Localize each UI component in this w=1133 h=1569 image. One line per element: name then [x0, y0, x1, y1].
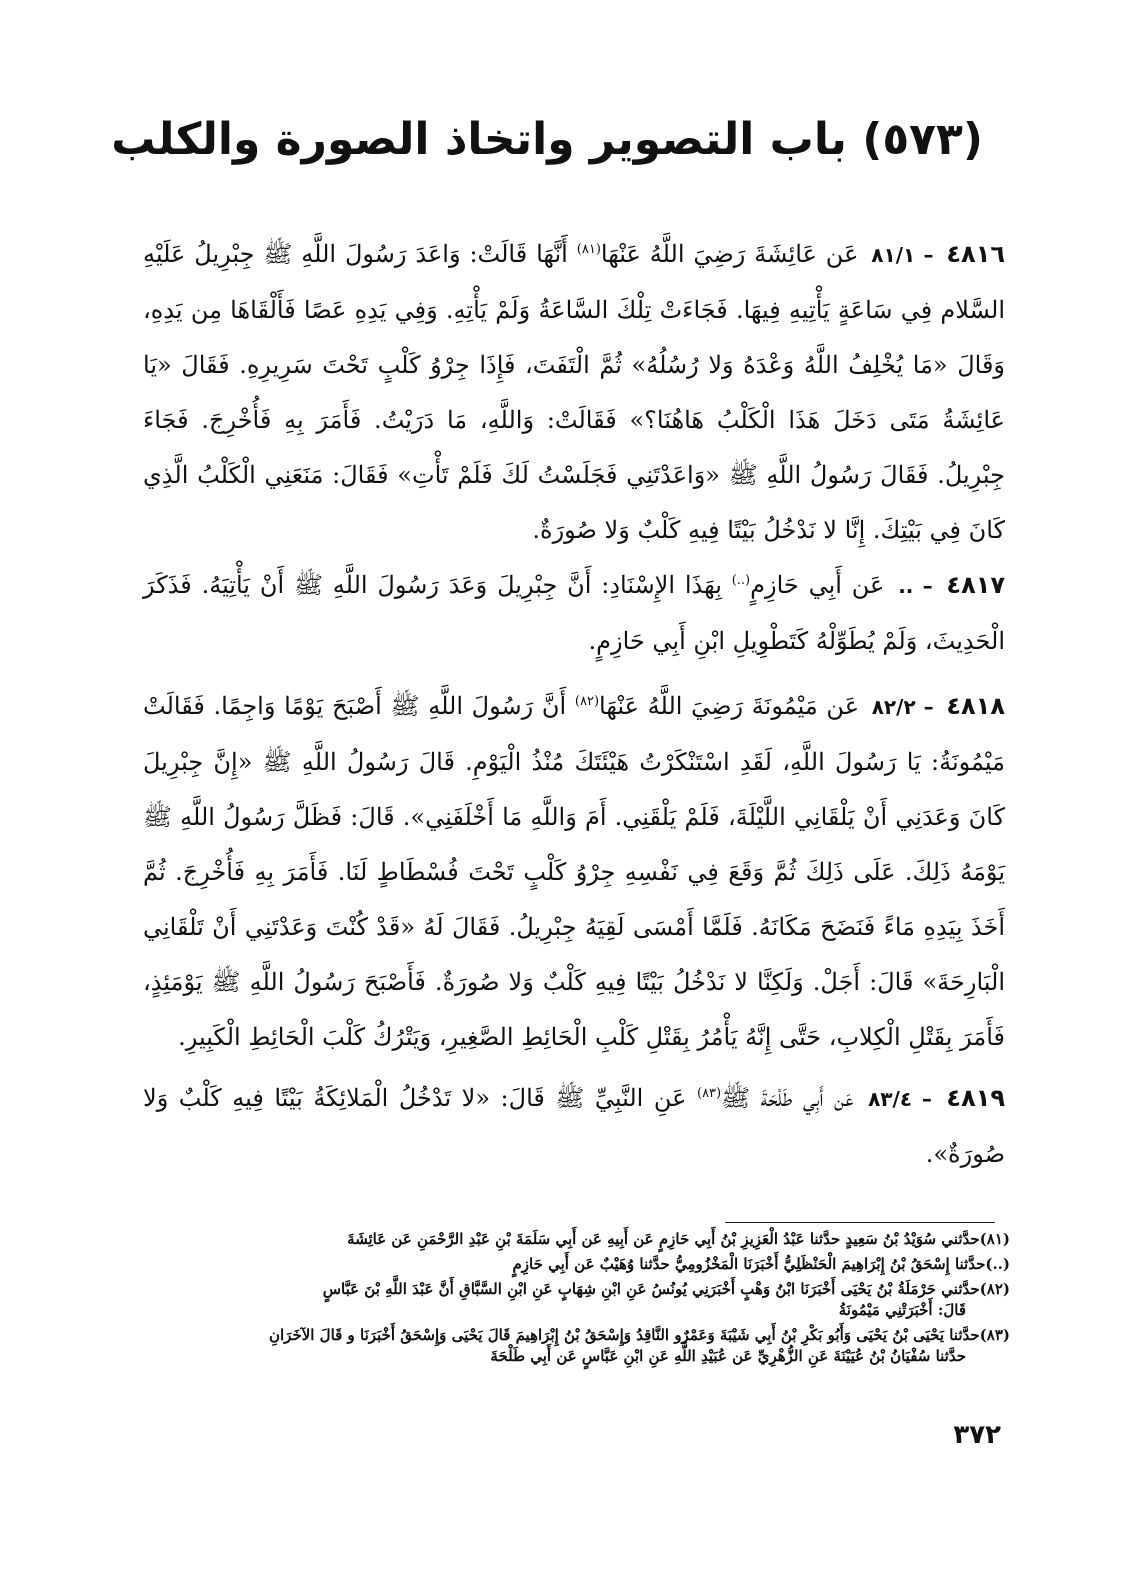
footnote-text: حدَّثنا إِسْحَقُ بْنُ إِبْرَاهِيمَ الْحَنْظَلِيُّ أَخْبَرَنَا الْمَخْزُومِيُّ حدَّثنا وُهَيْبٌ عَن أَبِي حَازِمٍ — [512, 1255, 986, 1273]
hadith-4819 — [143, 1071, 1005, 1182]
footnote-text: حدَّثني حَرْمَلَةُ بْنُ يَحْيَى أَخْبَرَنَا ابْنُ وَهْبٍ أَخْبَرَنِي يُونُسُ عَنِ ابْنِ شِهَابٍ عَنِ ابْنِ السَّبَّاقِ أَنَّ عَبْدَ اللَّهِ بْنَ عَبَّاسٍ — [322, 1280, 980, 1298]
footnote-text: حدَّثني سُوَيْدُ بْنُ سَعِيدٍ حدَّثنا عَبْدُ الْعَزِيزِ بْنُ أَبِي حَازِمٍ عَن أَبِيهِ عَن أَبِي سَلَمَةَ بْنِ عَبْدِ الرَّحْمَنِ عَن عَائِشَةَ — [347, 1230, 980, 1248]
footnote-82 — [125, 1279, 1010, 1321]
hadith-number: ٤٨١٦ — [946, 240, 1005, 268]
hadith-reference: – .. — [898, 574, 933, 598]
hadith-text: بِهَذَا الإِسْنَادِ: أَنَّ جِبْرِيلَ وَعَدَ رَسُولَ اللَّهِ ﷺ أَنْ يَأْتِيَهُ. فَذَكَرَ الْحَدِيثَ، وَلَمْ يُطَوِّلْهُ كَتَطْوِيلِ ابْنِ أَبِي حَازِمٍ. — [143, 571, 1005, 655]
footnote-marker: (..) — [731, 573, 751, 588]
hadith-text: أَنَّهَا قَالَتْ: وَاعَدَ رَسُولَ اللَّهِ ﷺ جِبْرِيلُ عَلَيْهِ السَّلام فِي سَاعَةٍ يَأْتِيهِ فِيهَا. فَجَاءَتْ تِلْكَ السَّاعَةُ وَلَمْ يَأْتِهِ. وَفِي يَدِهِ عَصًا فَأَلْقَاهَا مِن يَدِهِ، وَقَالَ «مَا يُخْلِفُ اللَّهُ وَعْدَهُ وَلا رُسُلُهُ» ثُمَّ الْتَفَتَ، فَإِذَا جِرْوُ كَلْبٍ تَحْتَ سَرِيرِهِ. فَقَالَ «يَا عَائِشَةُ مَتَى دَخَلَ هَذَا الْكَلْبُ هَاهُنَا؟» فَقَالَتْ: وَاللَّهِ، مَا دَرَيْتُ. فَأَمَرَ بِهِ فَأُخْرِجَ. فَجَاءَ جِبْرِيلُ. فَقَالَ رَسُولُ اللَّهِ ﷺ «وَاعَدْتَنِي فَجَلَسْتُ لَكَ فَلَمْ تَأْتِ» فَقَالَ: مَنَعَنِي الْكَلْبُ الَّذِي كَانَ فِي بَيْتِكَ. إِنَّا لا نَدْخُلُ بَيْتًا فِيهِ كَلْبٌ وَلا صُورَةٌ. — [143, 240, 1006, 544]
hadith-narrator: عَن أَبِي حَازِمٍ — [750, 571, 885, 599]
hadith-narrator: عَن عَائِشَةَ رَضِيَ اللَّهُ عَنْهَا — [600, 240, 859, 268]
footnote-continuation: قَالَ: أَخْبَرَتْنِي مَيْمُونَةُ — [838, 1301, 966, 1319]
footnotes — [125, 1229, 1010, 1371]
page-number: ٣٧٢ — [953, 1420, 1001, 1450]
footnote-continuation: حدَّثنا سُفْيَانُ بْنُ عُيَيْنَةَ عَنِ الزُّهْرِيِّ عَن عُبَيْدِ اللَّهِ عَنِ ابْنِ عَبَّاسٍ عَن أَبِي طَلْحَةَ — [490, 1347, 966, 1365]
hadith-4817 — [143, 558, 1005, 669]
hadith-narrator: عَن أَبِي طَلْحَةَ ﷺ — [721, 1084, 854, 1112]
hadith-text: عَنِ النَّبِيِّ ﷺ قَالَ: «لا تَدْخُلُ الْمَلائِكَةُ بَيْتًا فِيهِ كَلْبٌ وَلا صُورَةٌ». — [143, 1084, 1005, 1168]
footnote-mark: (٨٣) — [979, 1326, 1010, 1344]
hadith-narrator: عَن مَيْمُونَةَ رَضِيَ اللَّهُ عَنْهَا — [599, 692, 860, 720]
hadith-text: أَنَّ رَسُولَ اللَّهِ ﷺ أَصْبَحَ يَوْمًا وَاجِمًا. فَقَالَتْ مَيْمُونَةُ: يَا رَسُولَ اللَّهِ، لَقَدِ اسْتَنْكَرْتُ هَيْئَتَكَ مُنْذُ الْيَوْمِ. قَالَ رَسُولُ اللَّهِ ﷺ «إِنَّ جِبْرِيلَ كَانَ وَعَدَنِي أَنْ يَلْقَانِي اللَّيْلَةَ، فَلَمْ يَلْقَنِي. أَمَ وَاللَّهِ مَا أَخْلَفَنِي». قَالَ: فَظَلَّ رَسُولُ اللَّهِ ﷺ يَوْمَهُ ذَلِكَ. عَلَى ذَلِكَ ثُمَّ وَقَعَ فِي نَفْسِهِ جِرْوُ كَلْبٍ تَحْتَ فُسْطَاطٍ لَنَا. فَأَمَرَ بِهِ فَأُخْرِجَ. ثُمَّ أَخَذَ بِيَدِهِ مَاءً فَنَضَحَ مَكَانَهُ. فَلَمَّا أَمْسَى لَقِيَهُ جِبْرِيلُ. فَقَالَ لَهُ «قَدْ كُنْتَ وَعَدْتَنِي أَنْ تَلْقَانِي الْبَارِحَةَ» قَالَ: أَجَلْ. وَلَكِنَّا لا نَدْخُلُ بَيْتًا فِيهِ كَلْبٌ وَلا صُورَةٌ. فَأَصْبَحَ رَسُولُ اللَّهِ ﷺ يَوْمَئِذٍ، فَأَمَرَ بِقَتْلِ الْكِلابِ، حَتَّى إِنَّهُ يَأْمُرُ بِقَتْلِ كَلْبِ الْحَائِطِ الصَّغِيرِ، وَيَتْرُكُ كَلْبَ الْحَائِطِ الْكَبِيرِ. — [143, 692, 1005, 1051]
hadith-4818 — [143, 679, 1005, 1065]
footnote-00 — [125, 1254, 1010, 1275]
footnote-marker: (٨١) — [576, 242, 601, 257]
hadith-reference: – ٨١/١ — [871, 243, 934, 267]
footnote-text: حدَّثنا يَحْيَى بْنُ يَحْيَى وَأَبُو بَكْرِ بْنُ أَبِي شَيْبَةَ وَعَمْرٌو النَّاقِدُ وَإِسْحَقُ بْنُ إِبْرَاهِيمَ قَالَ يَحْيَى وَإِسْحَقُ أَخْبَرَنَا و قَالَ الآخَرَانِ — [269, 1326, 980, 1344]
footnote-81 — [125, 1229, 1010, 1250]
footnote-mark: (..) — [985, 1255, 1010, 1273]
footnote-divider — [725, 1222, 995, 1223]
hadith-reference: – ٨٢/٢ — [871, 695, 934, 719]
chapter-title: (٥٧٣) باب التصوير واتخاذ الصورة والكلب — [111, 114, 983, 165]
hadith-number: ٤٨١٧ — [946, 571, 1006, 599]
hadith-reference: – ٨٣/٤ — [868, 1087, 932, 1111]
hadith-number: ٤٨١٩ — [946, 1084, 1006, 1112]
hadith-number: ٤٨١٨ — [946, 692, 1005, 720]
footnote-marker: (٨٣) — [697, 1086, 722, 1101]
hadith-4816 — [143, 227, 1005, 558]
footnote-mark: (٨١) — [979, 1230, 1010, 1248]
footnote-marker: (٨٢) — [574, 694, 600, 709]
footnote-83 — [125, 1325, 1010, 1367]
footnote-mark: (٨٢) — [979, 1280, 1010, 1298]
